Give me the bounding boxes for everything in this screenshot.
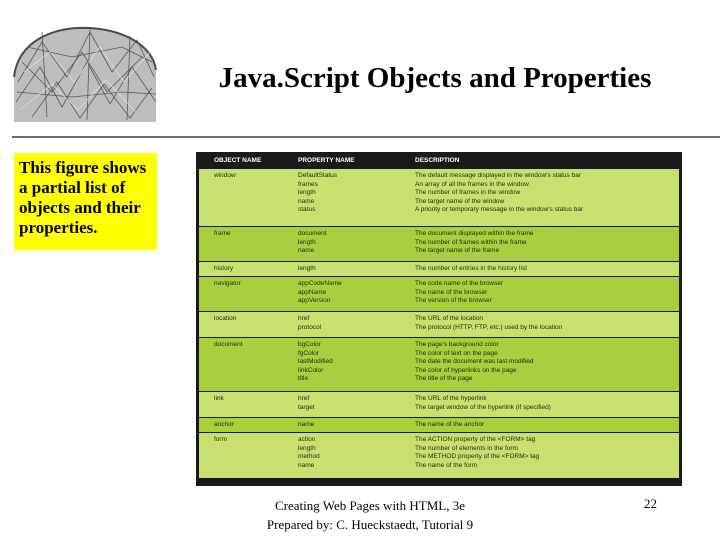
property-description: The default message displayed in the window's status bar — [415, 172, 582, 179]
property-names-cell — [296, 433, 413, 478]
property-description: The color of text on the page — [415, 349, 498, 357]
property-name: frames — [298, 180, 318, 188]
table-row — [199, 168, 679, 226]
table-body — [199, 168, 679, 478]
property-description: The number of entries in the history list — [415, 265, 527, 272]
property-description: The name of the form — [415, 461, 478, 469]
property-name: appCodeName — [298, 280, 342, 287]
property-description: An array of all the frames in the window — [415, 180, 529, 188]
property-name: title — [298, 375, 309, 383]
property-name: name — [298, 421, 315, 428]
property-names-cell — [296, 227, 413, 261]
property-description: The URL of the hyperlink — [415, 395, 487, 402]
property-names-cell — [296, 338, 413, 391]
footer-line-2: Prepared by: C. Hueckstaedt, Tutorial 9 — [266, 517, 474, 532]
property-description: The color of hyperlinks on the page — [415, 366, 517, 374]
property-description: The number of frames within the frame — [415, 238, 527, 246]
property-name: document — [298, 230, 327, 237]
descriptions-cell — [413, 312, 679, 337]
header-description: DESCRIPTION — [415, 156, 460, 164]
descriptions-cell — [413, 433, 679, 478]
property-names-cell — [296, 262, 413, 276]
table-row — [199, 226, 679, 261]
object-name-cell: anchor — [214, 421, 234, 428]
property-name: name — [298, 197, 315, 205]
descriptions-cell — [413, 169, 679, 226]
property-names-cell — [296, 418, 413, 432]
property-description: The code name of the browser — [415, 280, 504, 287]
property-name: appName — [298, 288, 327, 296]
property-name: name — [298, 461, 315, 469]
property-description: The target name of the window — [415, 197, 505, 205]
descriptions-cell — [413, 338, 679, 391]
property-name: method — [298, 453, 320, 461]
table-row — [199, 337, 679, 391]
footer-line-1: Creating Web Pages with HTML, 3e — [274, 498, 466, 513]
descriptions-cell — [413, 277, 679, 311]
descriptions-cell — [413, 262, 679, 276]
property-names-cell — [296, 312, 413, 337]
property-description: The number of elements in the form — [415, 444, 518, 452]
object-name-cell: form — [214, 436, 227, 443]
object-name-cell: window — [214, 172, 236, 179]
object-name-cell: location — [214, 315, 237, 322]
property-names-cell — [296, 277, 413, 311]
slide-title: Java.Script Objects and Properties — [218, 62, 652, 94]
property-name: href — [298, 315, 310, 322]
property-name: status — [298, 206, 316, 214]
property-name: lastModified — [298, 358, 333, 366]
object-name-cell: history — [214, 265, 234, 272]
property-name: length — [298, 265, 316, 272]
property-description: The document displayed within the frame — [415, 230, 534, 237]
property-description: The name of the anchor — [415, 421, 485, 428]
property-names-cell — [296, 169, 413, 226]
property-description: The ACTION property of the <FORM> tag — [415, 436, 536, 443]
table-row — [199, 391, 679, 417]
property-name: length — [298, 189, 316, 197]
header-property-name: PROPERTY NAME — [298, 156, 355, 164]
object-name-cell: navigator — [214, 280, 241, 287]
property-name: action — [298, 436, 316, 443]
table-row — [199, 417, 679, 432]
property-name: href — [298, 395, 310, 402]
property-name: fgColor — [298, 349, 319, 357]
callout-box: This figure shows a partial list of objects and their properties. — [14, 153, 157, 250]
table-header — [199, 152, 679, 168]
property-name: name — [298, 247, 315, 255]
property-name: bgColor — [298, 341, 321, 348]
property-description: The target name of the frame — [415, 247, 500, 255]
property-names-cell — [296, 392, 413, 417]
descriptions-cell — [413, 392, 679, 417]
structure-photo-logo — [12, 22, 158, 122]
property-description: The page's background color — [415, 341, 499, 348]
table-row — [199, 311, 679, 337]
header-object-name: OBJECT NAME — [214, 156, 262, 164]
table-row — [199, 276, 679, 311]
property-description: The title of the page — [415, 375, 473, 383]
property-description: The METHOD property of the <FORM> tag — [415, 453, 540, 461]
table-row — [199, 432, 679, 478]
property-description: The name of the browser — [415, 288, 488, 296]
footer-credit — [240, 496, 500, 534]
property-name: appVersion — [298, 297, 331, 305]
property-name: DefaultStatus — [298, 172, 338, 179]
property-description: The URL of the location — [415, 315, 484, 322]
descriptions-cell — [413, 418, 679, 432]
property-description: The version of the browser — [415, 297, 492, 305]
property-description: The protocol (HTTP, FTP, etc.) used by the location — [415, 323, 563, 331]
property-description: The number of frames in the window — [415, 189, 521, 197]
object-name-cell: link — [214, 395, 224, 402]
objects-properties-table — [196, 152, 682, 486]
property-name: length — [298, 238, 316, 246]
object-name-cell: document — [214, 341, 243, 348]
table-row — [199, 261, 679, 276]
property-name: target — [298, 403, 315, 411]
object-name-cell: frame — [214, 230, 231, 237]
property-name: length — [298, 444, 316, 452]
property-description: The date the document was last modified — [415, 358, 534, 366]
property-description: The target window of the hyperlink (if specified) — [415, 403, 551, 411]
property-name: protocol — [298, 323, 322, 331]
descriptions-cell — [413, 227, 679, 261]
property-description: A priority or temporary message in the window's status bar — [415, 206, 584, 214]
property-name: linkColor — [298, 366, 324, 374]
page-number: 22 — [644, 496, 657, 511]
title-divider — [12, 136, 720, 138]
